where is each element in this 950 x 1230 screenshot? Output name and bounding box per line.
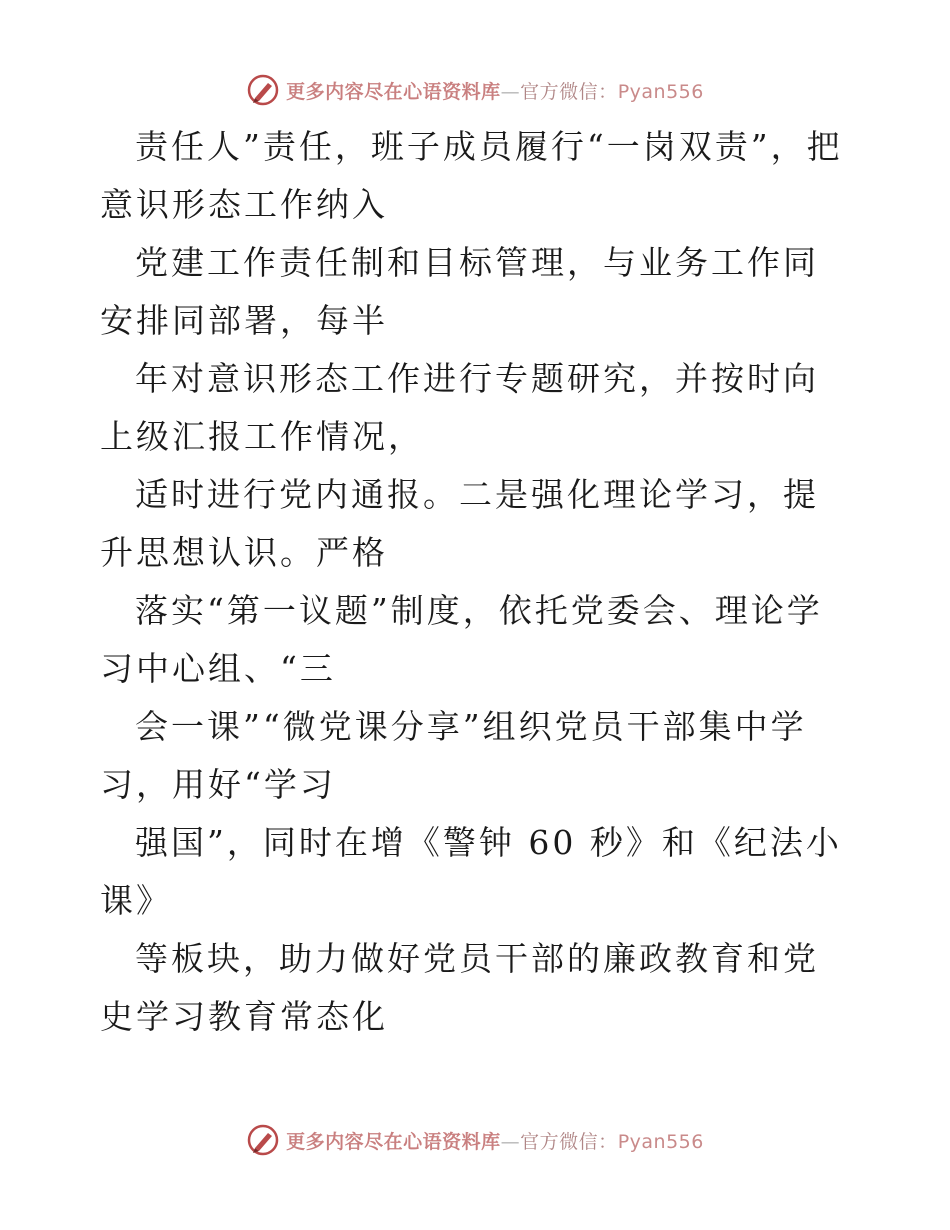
- watermark-account: Pyan556: [617, 1130, 704, 1153]
- watermark-brand: 更多内容尽在心语资料库: [286, 1130, 501, 1153]
- pen-logo-icon: [246, 1123, 280, 1157]
- footer-watermark: [0, 1120, 950, 1160]
- watermark-account: Pyan556: [617, 80, 704, 103]
- pen-logo-icon: [246, 73, 280, 107]
- paragraph: 等板块，助力做好党员干部的廉政教育和党史学习教育常态化: [100, 939, 819, 1036]
- paragraph: 落实“第一议题”制度，依托党委会、理论学习中心组、“三: [100, 591, 823, 688]
- watermark-brand: 更多内容尽在心语资料库: [286, 80, 501, 103]
- watermark-label: 官方微信：: [520, 80, 618, 103]
- watermark-text: [286, 77, 704, 104]
- paragraph: 责任人”责任，班子成员履行“一岗双责”，把意识形态工作纳入: [100, 127, 843, 224]
- document-body: [100, 118, 852, 1046]
- paragraph: 会一课”“微党课分享”组织党员干部集中学习，用好“学习: [100, 707, 807, 804]
- watermark-separator: —: [500, 80, 521, 103]
- paragraph: 党建工作责任制和目标管理，与业务工作同安排同部署，每半: [100, 243, 819, 340]
- watermark-separator: —: [500, 1130, 521, 1153]
- watermark-label: 官方微信：: [520, 1130, 618, 1153]
- paragraph: 强国”，同时在增《警钟 60 秒》和《纪法小课》: [100, 823, 842, 920]
- paragraph: 适时进行党内通报。二是强化理论学习，提升思想认识。严格: [100, 475, 819, 572]
- watermark-text: [286, 1127, 704, 1154]
- paragraph: 年对意识形态工作进行专题研究，并按时向上级汇报工作情况，: [100, 359, 819, 456]
- header-watermark: [0, 70, 950, 110]
